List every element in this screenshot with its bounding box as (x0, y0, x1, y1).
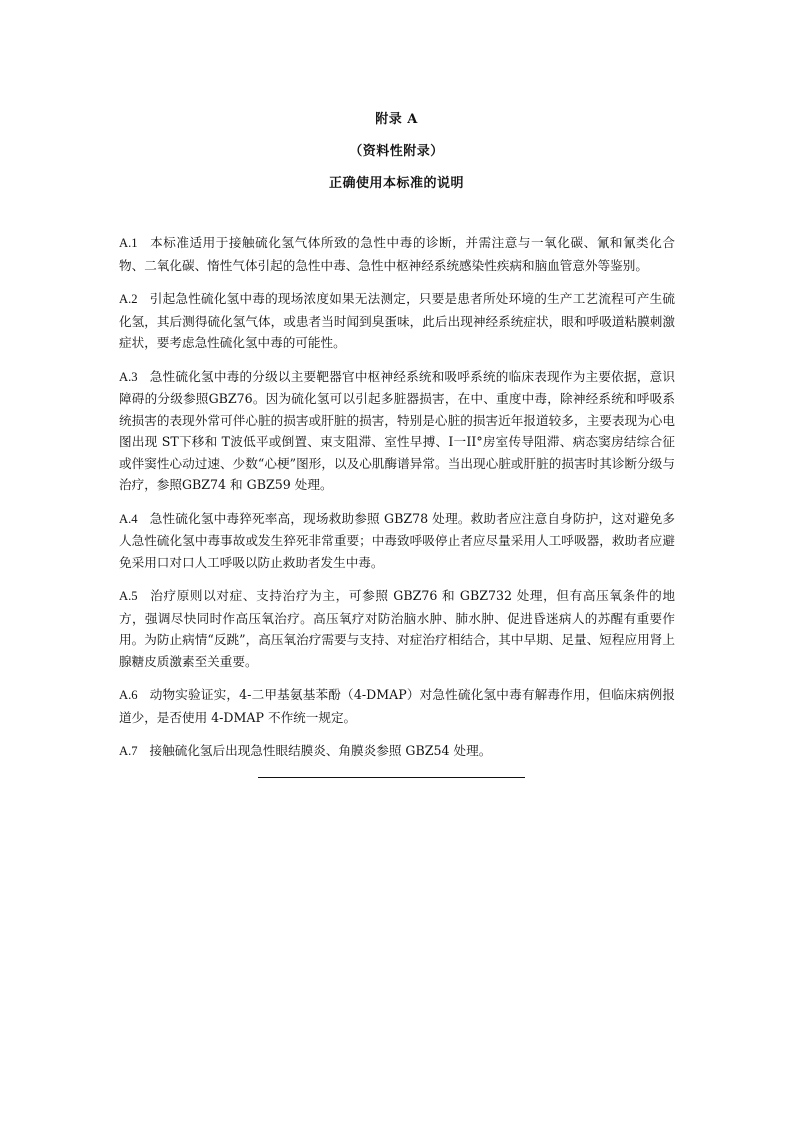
paragraph-text: 动物实验证实，4-二甲基氨基苯酚（4-DMAP）对急性硫化氢中毒有解毒作用，但临床病例报道少，是否使用 4-DMAP 不作统一规定。 (119, 687, 675, 725)
appendix-type: （资料性附录） (349, 144, 444, 159)
paragraph-number: A.3 (119, 369, 138, 384)
body-text (119, 232, 675, 775)
appendix-title: 附录 A (375, 112, 418, 127)
end-rule (258, 777, 525, 778)
paragraph-number: A.2 (119, 292, 138, 306)
paragraph-number: A.5 (119, 589, 138, 603)
paragraph-number: A.7 (119, 744, 138, 758)
paragraph-text: 本标准适用于接触硫化氢气体所致的急性中毒的诊断，并需注意与一氧化碳、氰和氰类化合物、二氧化碳、惰性气体引起的急性中毒、急性中枢神经系统感染性疾病和脑血管意外等鉴别。 (119, 235, 675, 273)
paragraph-a3 (119, 366, 675, 496)
paragraph-text: 接触硫化氢后出现急性眼结膜炎、角膜炎参照 GBZ54 处理。 (149, 743, 492, 758)
paragraph-text: 急性硫化氢中毒的分级以主要靶器官中枢神经系统和吸呼系统的临床表现作为主要依据，意识障碍的分级参照GBZ76。因为硫化氢可以引起多脏器损害，在中、重度中毒，除神经系统和呼吸系统损害的表现外常可伴心脏的损害或肝脏的损害，特别是心脏的损害近年报道较多，主要表现为心电图出现 ST下移和 T波低平或倒置、束支阻滞、室性早搏、I一II°房室传导阻滞、病态窦房结综合征或伴窦性心动过速、少数“心梗”图形，以及心肌酶谱异常。当出现心脏或肝脏的损害时其诊断分级与治疗，参照GBZ74 和 GBZ59 处理。 (119, 368, 675, 492)
paragraph-number: A.4 (119, 511, 138, 526)
paragraph-a6 (119, 684, 675, 728)
paragraph-a7 (119, 740, 675, 763)
paragraph-a5 (119, 585, 675, 672)
paragraph-a2 (119, 288, 675, 354)
paragraph-a1 (119, 232, 675, 276)
paragraph-number: A.6 (119, 688, 138, 702)
paragraph-text: 治疗原则以对症、支持治疗为主，可参照 GBZ76 和 GBZ732 处理，但有高压氧条件的地方，强调尽快同时作高压氧治疗。高压氧疗对防治脑水肿、肺水肿、促进昏迷病人的苏醒有重要作用。为防止病情“反跳”，高压氧治疗需要与支持、对症治疗相结合，其中早期、足量、短程应用肾上腺糖皮质激素至关重要。 (119, 588, 675, 669)
paragraph-text: 引起急性硫化氢中毒的现场浓度如果无法测定，只要是患者所处环境的生产工艺流程可产生硫化氢，其后测得硫化氢气体，或患者当时闻到臭蛋味，此后出现神经系统症状，眼和呼吸道粘膜刺激症状，要考虑急性硫化氢中毒的可能性。 (119, 291, 675, 350)
paragraph-text: 急性硫化氢中毒猝死率高，现场救助参照 GBZ78 处理。救助者应注意自身防护，这对避免多人急性硫化氢中毒事故或发生猝死非常重要；中毒致呼吸停止者应尽量采用人工呼吸器，救助者应避免采用口对口人工呼吸以防止救助者发生中毒。 (119, 510, 675, 570)
section-title: 正确使用本标准的说明 (328, 176, 464, 191)
paragraph-a4 (119, 508, 675, 574)
paragraph-number: A.1 (119, 236, 138, 250)
